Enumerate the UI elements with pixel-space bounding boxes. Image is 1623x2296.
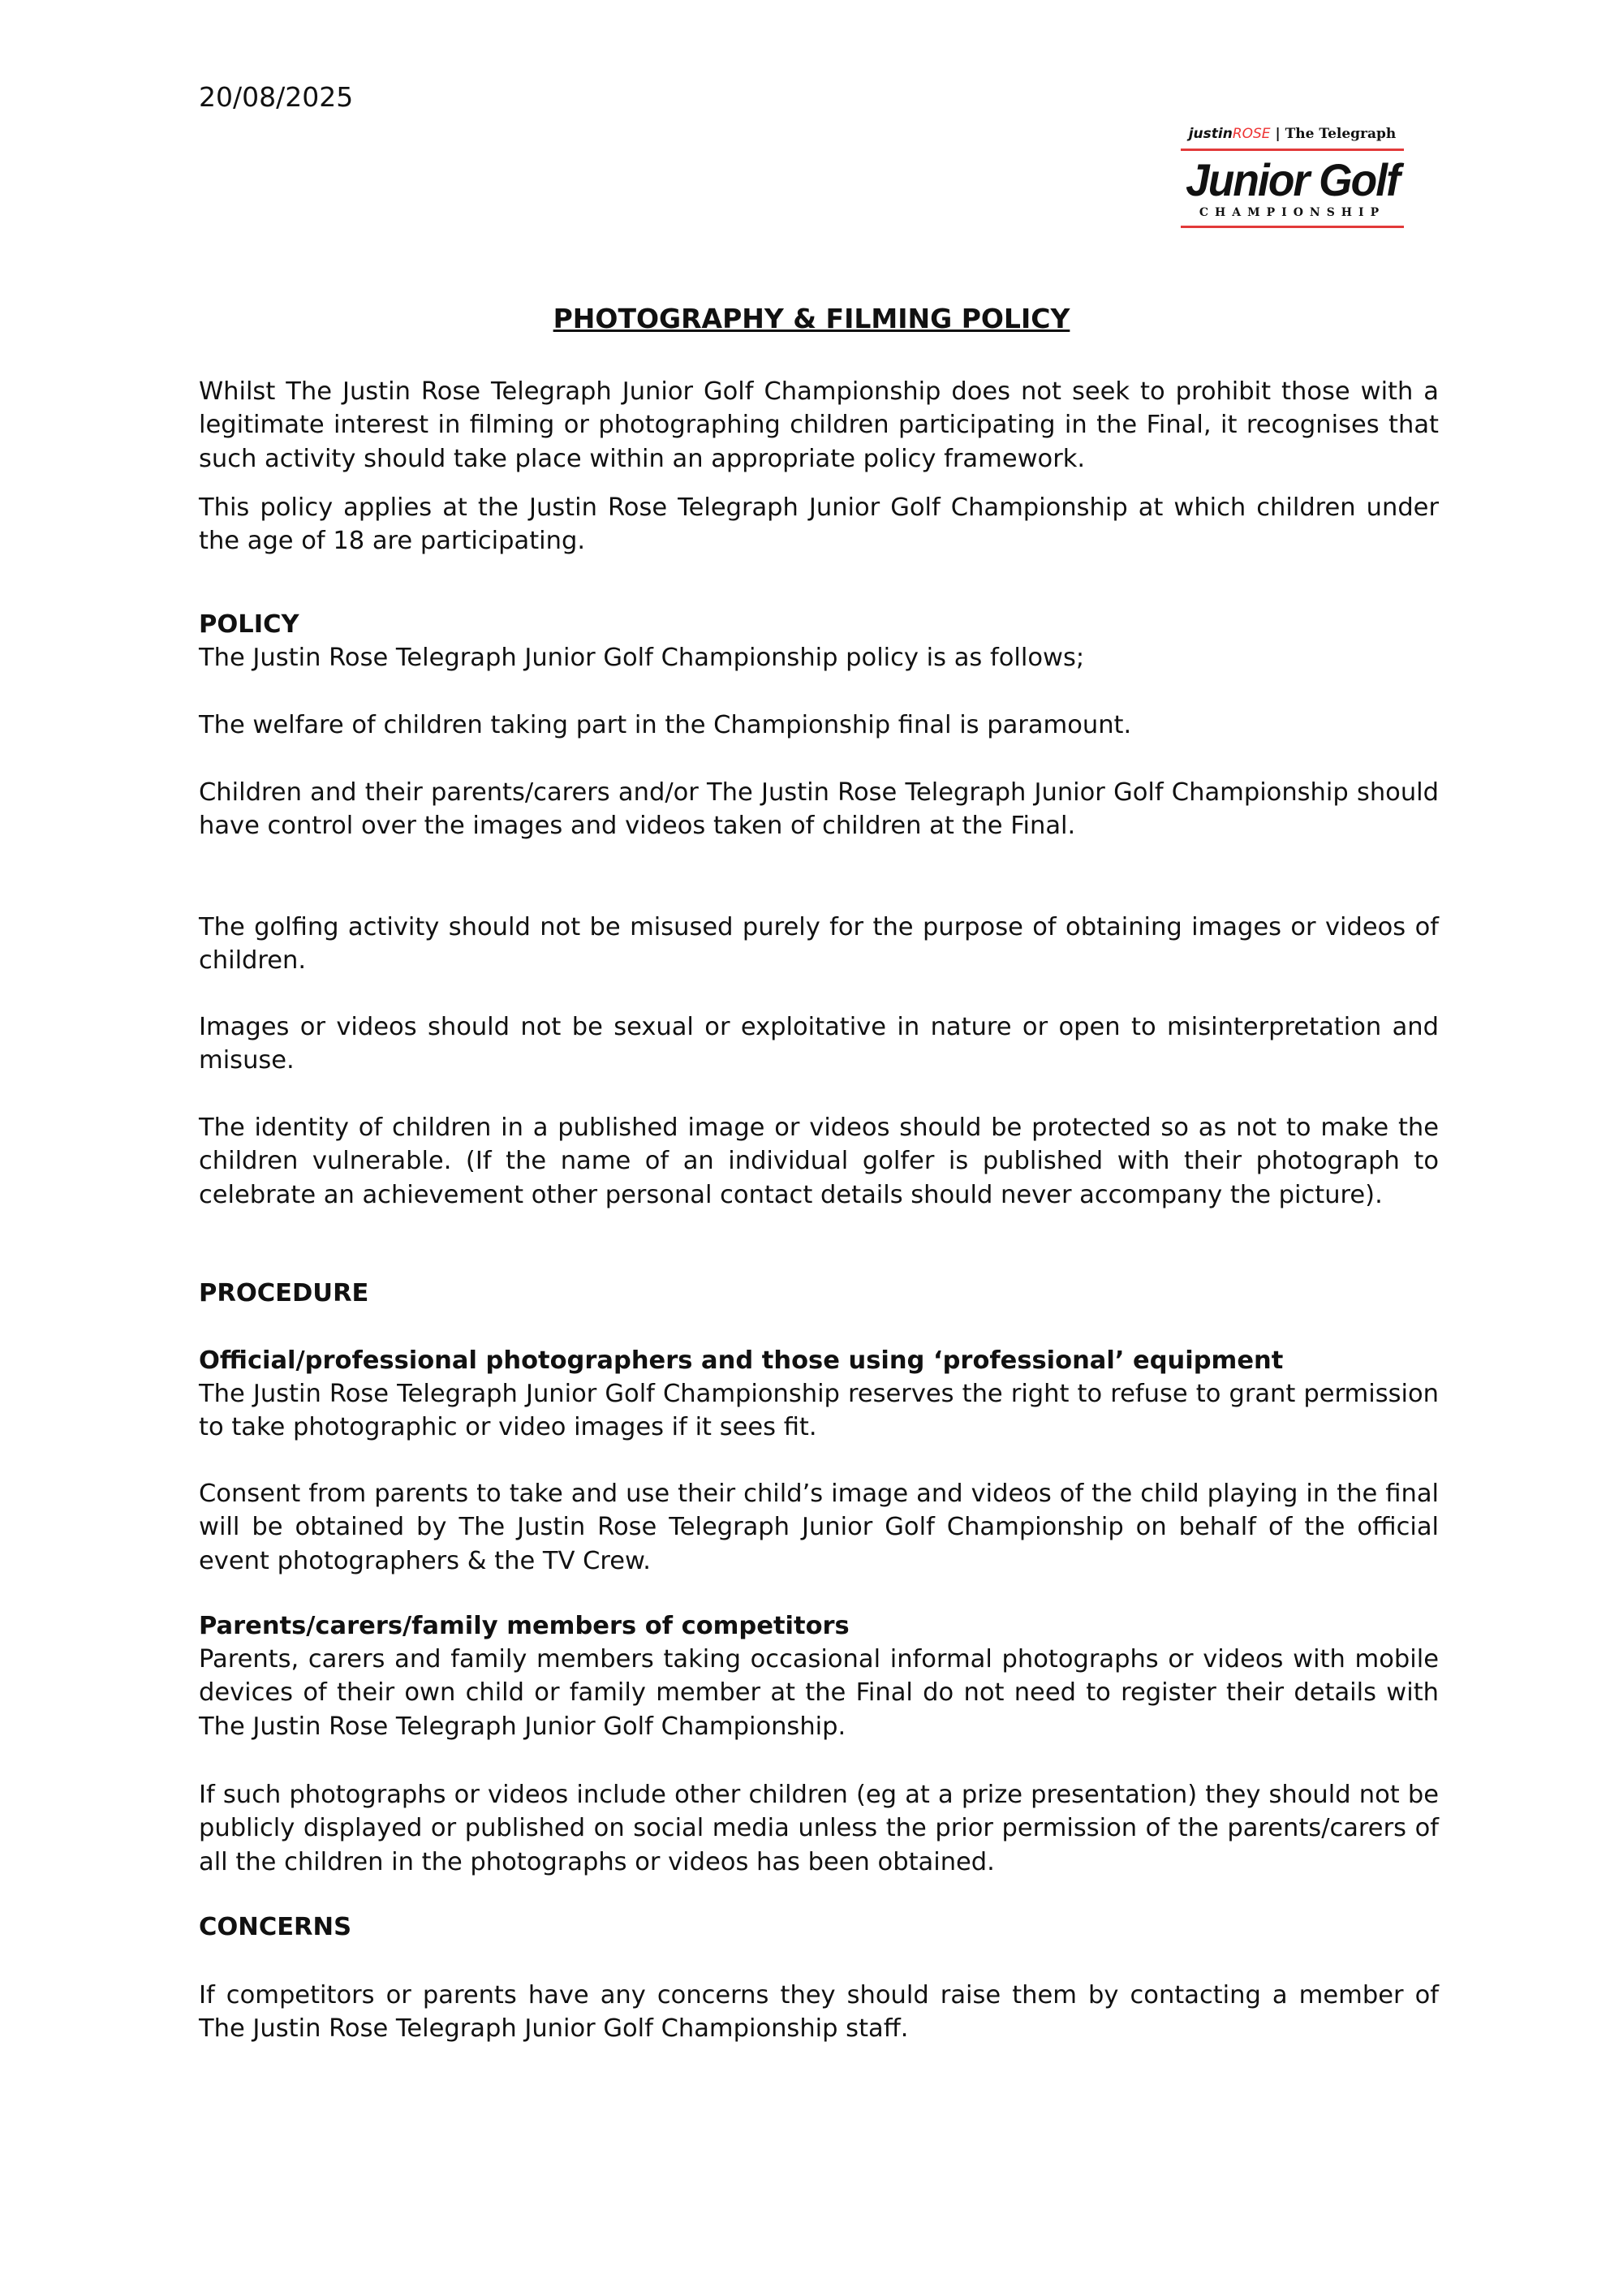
policy-heading: POLICY xyxy=(199,610,299,639)
official-photographers-heading: Official/professional photographers and those using ‘professional’ equipment xyxy=(199,1346,1284,1375)
logo-partner: The Telegraph xyxy=(1285,126,1397,142)
logo-brand: justin xyxy=(1188,126,1233,142)
logo-sponsors xyxy=(1173,126,1412,142)
official-paragraph-2: Consent from parents to take and use their child’s image and videos of the child playing in the final will be obtained by The Justin Rose Telegraph Junior Golf Championship on behalf of the official event photographers & the TV Crew. xyxy=(199,1480,1439,1575)
parents-heading: Parents/carers/family members of competitors xyxy=(199,1612,850,1640)
logo-separator: | xyxy=(1275,126,1281,142)
policy-item: Children and their parents/carers and/or The Justin Rose Telegraph Junior Golf Championship should have control over the images and videos taken of children at the Final. xyxy=(199,778,1439,841)
official-paragraph-1: The Justin Rose Telegraph Junior Golf Championship reserves the right to refuse to grant permission to take photographic or video images if it sees fit. xyxy=(199,1380,1439,1442)
logo-sub: CHAMPIONSHIP xyxy=(1199,206,1386,219)
intro-paragraph-2: This policy applies at the Justin Rose Telegraph Junior Golf Championship at which children under the age of 18 are participating. xyxy=(199,493,1439,556)
concerns-paragraph: If competitors or parents have any concerns they should raise them by contacting a member of The Justin Rose Telegraph Junior Golf Championship staff. xyxy=(199,1981,1439,2044)
parents-paragraph-2: If such photographs or videos include other children (eg at a prize presentation) they should not be publicly displayed or published on social media unless the prior permission of the parents/carers of all the children in the photographs or videos has been obtained. xyxy=(199,1781,1439,1876)
document-date: 20/08/2025 xyxy=(199,81,354,113)
logo-rule-top xyxy=(1181,149,1404,151)
intro-paragraph-1: Whilst The Justin Rose Telegraph Junior Golf Championship does not seek to prohibit those with a legitimate interest in filming or photographing children participating in the Final, it recognises that such activity should take place within an appropriate policy framework. xyxy=(199,377,1439,473)
concerns-heading: CONCERNS xyxy=(199,1913,352,1941)
championship-logo xyxy=(1173,126,1412,248)
parents-paragraph-1: Parents, carers and family members taking occasional informal photographs or videos with mobile devices of their own child or family member at the Final do not need to register their details with The Justin Rose Telegraph Junior Golf Championship. xyxy=(199,1645,1439,1741)
logo-brand-accent: ROSE xyxy=(1232,126,1271,142)
logo-rule-bottom xyxy=(1181,226,1404,228)
policy-item: The identity of children in a published image or videos should be protected so as not to make the children vulnerable. (If the name of an individual golfer is published with their photograph to celebrate an achievement other personal contact details should never accompany the picture). xyxy=(199,1114,1439,1209)
policy-item: The golfing activity should not be misused purely for the purpose of obtaining images or videos of children. xyxy=(199,913,1439,976)
procedure-heading: PROCEDURE xyxy=(199,1279,369,1307)
policy-item: Images or videos should not be sexual or exploitative in nature or open to misinterpretation and misuse. xyxy=(199,1013,1439,1075)
policy-item: The welfare of children taking part in the Championship final is paramount. xyxy=(199,711,1132,739)
page-title: PHOTOGRAPHY & FILMING POLICY xyxy=(553,303,1070,334)
logo-main: Junior Golf xyxy=(1186,154,1399,205)
policy-lead: The Justin Rose Telegraph Junior Golf Championship policy is as follows; xyxy=(199,644,1085,672)
